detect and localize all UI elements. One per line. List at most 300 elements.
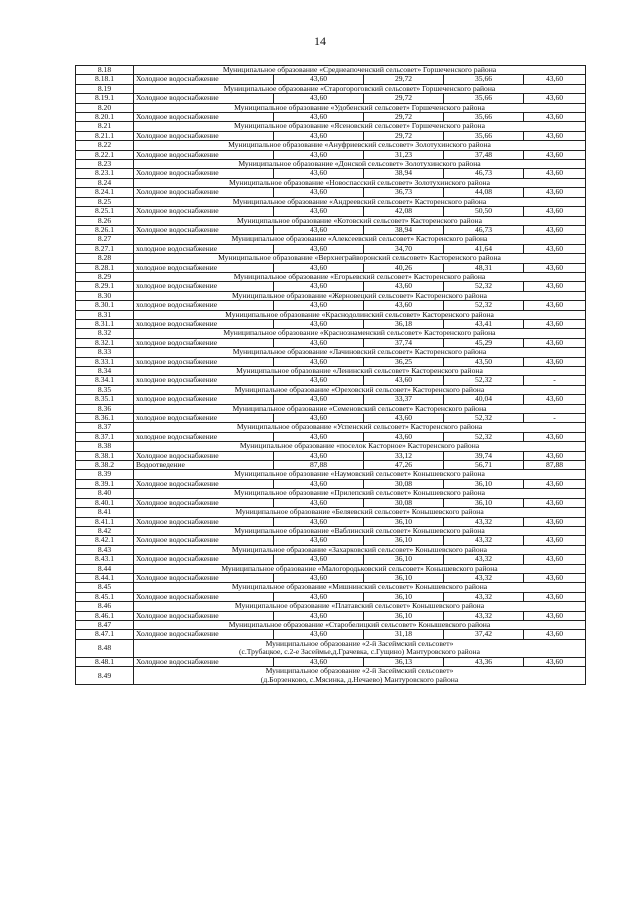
tariff-value-3: 43,32 <box>444 536 524 545</box>
municipality-title: Муниципальное образование «поселок Касторное» Касторенского района <box>134 442 586 451</box>
tariff-value-1: 43,60 <box>274 301 364 310</box>
row-number: 8.43 <box>76 545 134 554</box>
row-number: 8.24.1 <box>76 188 134 197</box>
tariff-value-4: 43,60 <box>524 188 586 197</box>
municipality-title-line2: (с.Трубацкое, с.2-е Засеймье,д.Грачевка, с.Гущино) Мантуровского района <box>239 647 480 657</box>
tariff-value-4: 87,88 <box>524 461 586 470</box>
tariff-row <box>76 301 586 310</box>
tariff-value-1: 43,60 <box>274 75 364 84</box>
section-header-row <box>76 329 586 338</box>
tariff-table <box>75 65 586 685</box>
tariff-value-1: 43,60 <box>274 188 364 197</box>
municipality-title: Муниципальное образование «Донской сельсовет» Золотухинского района <box>134 160 586 169</box>
row-number: 8.26.1 <box>76 225 134 234</box>
tariff-value-2: 36,73 <box>364 188 444 197</box>
row-number: 8.31.1 <box>76 319 134 328</box>
section-header-row <box>76 667 586 685</box>
tariff-value-3: 41,64 <box>444 244 524 253</box>
tariff-value-4: 43,60 <box>524 282 586 291</box>
tariff-value-4: 43,60 <box>524 244 586 253</box>
tariff-value-4: 43,60 <box>524 301 586 310</box>
municipality-title: Муниципальное образование «Среднеапоченский сельсовет» Горшеченского района <box>134 66 586 75</box>
tariff-value-1: 43,60 <box>274 611 364 620</box>
tariff-value-4: 43,60 <box>524 338 586 347</box>
tariff-value-2: 29,72 <box>364 75 444 84</box>
row-number: 8.39 <box>76 470 134 479</box>
service-name: Холодное водоснабжение <box>134 657 274 666</box>
row-number: 8.19.1 <box>76 94 134 103</box>
tariff-row <box>76 611 586 620</box>
row-number: 8.24 <box>76 178 134 187</box>
service-name: Холодное водоснабжение <box>134 630 274 639</box>
service-name: холодное водоснабжение <box>134 376 274 385</box>
row-number: 8.32 <box>76 329 134 338</box>
row-number: 8.42.1 <box>76 536 134 545</box>
tariff-value-3: 43,32 <box>444 573 524 582</box>
tariff-value-3: 35,66 <box>444 94 524 103</box>
service-name: холодное водоснабжение <box>134 263 274 272</box>
row-number: 8.28.1 <box>76 263 134 272</box>
tariff-value-1: 43,60 <box>274 282 364 291</box>
tariff-value-2: 34,70 <box>364 244 444 253</box>
tariff-row <box>76 414 586 423</box>
tariff-value-3: 56,71 <box>444 461 524 470</box>
tariff-value-2: 43,60 <box>364 376 444 385</box>
tariff-value-4: 43,60 <box>524 319 586 328</box>
row-number: 8.20 <box>76 103 134 112</box>
row-number: 8.47.1 <box>76 630 134 639</box>
tariff-value-3: 36,10 <box>444 479 524 488</box>
row-number: 8.44.1 <box>76 573 134 582</box>
municipality-title: Муниципальное образование «Жерновецкий сельсовет» Касторенского района <box>134 291 586 300</box>
tariff-value-3: 43,50 <box>444 357 524 366</box>
tariff-value-1: 43,60 <box>274 150 364 159</box>
tariff-value-4: 43,60 <box>524 75 586 84</box>
tariff-value-3: 46,73 <box>444 225 524 234</box>
tariff-value-1: 43,60 <box>274 131 364 140</box>
section-header-row <box>76 103 586 112</box>
row-number: 8.27.1 <box>76 244 134 253</box>
tariff-value-1: 43,60 <box>274 555 364 564</box>
tariff-row <box>76 150 586 159</box>
row-number: 8.35.1 <box>76 395 134 404</box>
tariff-value-1: 43,60 <box>274 414 364 423</box>
tariff-value-2: 36,10 <box>364 611 444 620</box>
section-header-row <box>76 508 586 517</box>
section-header-row <box>76 545 586 554</box>
section-header-row <box>76 160 586 169</box>
tariff-value-2: 33,37 <box>364 395 444 404</box>
service-name: Холодное водоснабжение <box>134 169 274 178</box>
row-number: 8.36 <box>76 404 134 413</box>
municipality-title: Муниципальное образование «Новоспасский сельсовет» Золотухинского района <box>134 178 586 187</box>
service-name: холодное водоснабжение <box>134 395 274 404</box>
service-name: Холодное водоснабжение <box>134 573 274 582</box>
tariff-value-1: 43,60 <box>274 169 364 178</box>
tariff-value-4: 43,60 <box>524 357 586 366</box>
tariff-value-3: 37,48 <box>444 150 524 159</box>
tariff-value-4: 43,60 <box>524 573 586 582</box>
tariff-row <box>76 451 586 460</box>
tariff-value-4: 43,60 <box>524 225 586 234</box>
row-number: 8.44 <box>76 564 134 573</box>
row-number: 8.29 <box>76 272 134 281</box>
tariff-value-1: 43,60 <box>274 357 364 366</box>
tariff-row <box>76 376 586 385</box>
tariff-value-2: 30,08 <box>364 479 444 488</box>
tariff-value-4: - <box>524 376 586 385</box>
section-header-row <box>76 197 586 206</box>
municipality-title: Муниципальное образование «Беляевский сельсовет» Конышевского района <box>134 508 586 517</box>
tariff-value-1: 43,60 <box>274 536 364 545</box>
section-header-row <box>76 602 586 611</box>
section-header-row <box>76 385 586 394</box>
row-number: 8.22 <box>76 141 134 150</box>
tariff-value-4: 43,60 <box>524 150 586 159</box>
municipality-title: Муниципальное образование «Верхнеграйворонский сельсовет» Касторенского района <box>134 254 586 263</box>
tariff-value-4: 43,60 <box>524 657 586 666</box>
row-number: 8.43.1 <box>76 555 134 564</box>
row-number: 8.21.1 <box>76 131 134 140</box>
tariff-value-3: 43,32 <box>444 592 524 601</box>
tariff-value-4: 43,60 <box>524 592 586 601</box>
tariff-row <box>76 188 586 197</box>
row-number: 8.29.1 <box>76 282 134 291</box>
service-name: Холодное водоснабжение <box>134 451 274 460</box>
tariff-value-2: 42,08 <box>364 207 444 216</box>
municipality-title: Муниципальное образование «Платавский сельсовет» Конышевского района <box>134 602 586 611</box>
row-number: 8.49 <box>76 667 134 685</box>
section-header-row <box>76 84 586 93</box>
tariff-value-3: 36,10 <box>444 498 524 507</box>
tariff-value-1: 43,60 <box>274 395 364 404</box>
municipality-title-line2: (д.Борзенково, с.Мясинка, д.Нечаево) Мантуровского района <box>260 674 459 684</box>
section-header-row <box>76 423 586 432</box>
row-number: 8.48 <box>76 639 134 657</box>
service-name: Холодное водоснабжение <box>134 113 274 122</box>
tariff-value-2: 29,72 <box>364 131 444 140</box>
tariff-value-1: 43,60 <box>274 573 364 582</box>
tariff-value-3: 43,36 <box>444 657 524 666</box>
service-name: Холодное водоснабжение <box>134 555 274 564</box>
tariff-value-3: 52,32 <box>444 376 524 385</box>
tariff-value-4: 43,60 <box>524 263 586 272</box>
row-number: 8.25 <box>76 197 134 206</box>
municipality-title: Муниципальное образование «Удобенский сельсовет» Горшеченского района <box>134 103 586 112</box>
row-number: 8.46.1 <box>76 611 134 620</box>
tariff-row <box>76 461 586 470</box>
tariff-value-2: 36,25 <box>364 357 444 366</box>
row-number: 8.32.1 <box>76 338 134 347</box>
service-name: Холодное водоснабжение <box>134 150 274 159</box>
tariff-value-1: 43,60 <box>274 592 364 601</box>
tariff-value-2: 37,74 <box>364 338 444 347</box>
municipality-title: Муниципальное образование «Ореховский сельсовет» Касторенского района <box>134 385 586 394</box>
section-header-row <box>76 526 586 535</box>
tariff-value-4: 43,60 <box>524 451 586 460</box>
row-number: 8.37 <box>76 423 134 432</box>
row-number: 8.47 <box>76 620 134 629</box>
tariff-row <box>76 357 586 366</box>
tariff-value-1: 43,60 <box>274 451 364 460</box>
tariff-value-3: 35,66 <box>444 113 524 122</box>
tariff-row <box>76 131 586 140</box>
section-header-row <box>76 367 586 376</box>
service-name: Холодное водоснабжение <box>134 94 274 103</box>
section-header-row <box>76 348 586 357</box>
tariff-value-3: 40,04 <box>444 395 524 404</box>
tariff-value-4: 43,60 <box>524 395 586 404</box>
tariff-row <box>76 263 586 272</box>
municipality-title: Муниципальное образование «Прилепский сельсовет» Конышевского района <box>134 489 586 498</box>
service-name: Водоотведение <box>134 461 274 470</box>
tariff-value-2: 36,10 <box>364 555 444 564</box>
tariff-value-4: 43,60 <box>524 169 586 178</box>
tariff-value-3: 37,42 <box>444 630 524 639</box>
tariff-value-3: 46,73 <box>444 169 524 178</box>
tariff-row <box>76 338 586 347</box>
row-number: 8.45 <box>76 583 134 592</box>
municipality-title: Муниципальное образование «Егорьевский сельсовет» Касторенского района <box>134 272 586 281</box>
section-header-row <box>76 235 586 244</box>
tariff-row <box>76 113 586 122</box>
section-header-row <box>76 310 586 319</box>
municipality-title-line1: Муниципальное образование «2-й Засеймский сельсовет» <box>265 666 454 676</box>
tariff-value-1: 43,60 <box>274 432 364 441</box>
municipality-title <box>134 639 586 657</box>
tariff-row <box>76 169 586 178</box>
row-number: 8.33 <box>76 348 134 357</box>
row-number: 8.23.1 <box>76 169 134 178</box>
tariff-value-3: 52,32 <box>444 301 524 310</box>
row-number: 8.31 <box>76 310 134 319</box>
section-header-row <box>76 620 586 629</box>
municipality-title: Муниципальное образование «Краснодолинский сельсовет» Касторенского района <box>134 310 586 319</box>
service-name: Холодное водоснабжение <box>134 188 274 197</box>
row-number: 8.39.1 <box>76 479 134 488</box>
tariff-value-3: 44,08 <box>444 188 524 197</box>
page-number: 14 <box>314 34 326 48</box>
row-number: 8.38.1 <box>76 451 134 460</box>
row-number: 8.21 <box>76 122 134 131</box>
tariff-value-1: 43,60 <box>274 517 364 526</box>
tariff-value-1: 43,60 <box>274 498 364 507</box>
service-name: холодное водоснабжение <box>134 282 274 291</box>
section-header-row <box>76 470 586 479</box>
service-name: холодное водоснабжение <box>134 357 274 366</box>
municipality-title: Муниципальное образование «Старогороговский сельсовет» Горшеченского района <box>134 84 586 93</box>
municipality-title: Муниципальное образование «Мишнинский сельсовет» Конышевского района <box>134 583 586 592</box>
tariff-value-1: 43,60 <box>274 338 364 347</box>
municipality-title: Муниципальное образование «Алексеевский сельсовет» Касторенского района <box>134 235 586 244</box>
tariff-value-1: 43,60 <box>274 263 364 272</box>
municipality-title: Муниципальное образование «Ануфриевский сельсовет» Золотухинского района <box>134 141 586 150</box>
tariff-value-2: 43,60 <box>364 301 444 310</box>
tariff-value-2: 43,60 <box>364 282 444 291</box>
tariff-row <box>76 244 586 253</box>
row-number: 8.37.1 <box>76 432 134 441</box>
row-number: 8.33.1 <box>76 357 134 366</box>
municipality-title: Муниципальное образование «Ленинский сельсовет» Касторенского района <box>134 367 586 376</box>
section-header-row <box>76 564 586 573</box>
tariff-value-2: 29,72 <box>364 94 444 103</box>
tariff-value-1: 43,60 <box>274 244 364 253</box>
municipality-title <box>134 667 586 685</box>
service-name: Холодное водоснабжение <box>134 517 274 526</box>
tariff-row <box>76 319 586 328</box>
row-number: 8.38.2 <box>76 461 134 470</box>
municipality-title: Муниципальное образование «Малогородьковский сельсовет» Конышевского района <box>134 564 586 573</box>
tariff-table-body <box>76 66 586 685</box>
municipality-title: Муниципальное образование «Лачиновский сельсовет» Касторенского района <box>134 348 586 357</box>
row-number: 8.36.1 <box>76 414 134 423</box>
tariff-value-2: 36,10 <box>364 517 444 526</box>
tariff-value-4: 43,60 <box>524 555 586 564</box>
tariff-value-3: 50,50 <box>444 207 524 216</box>
tariff-value-1: 43,60 <box>274 319 364 328</box>
tariff-value-2: 31,23 <box>364 150 444 159</box>
section-header-row <box>76 122 586 131</box>
row-number: 8.30 <box>76 291 134 300</box>
tariff-row <box>76 282 586 291</box>
tariff-value-3: 52,32 <box>444 282 524 291</box>
tariff-value-1: 43,60 <box>274 225 364 234</box>
section-header-row <box>76 141 586 150</box>
municipality-title: Муниципальное образование «Ясеновский сельсовет» Горшеченского района <box>134 122 586 131</box>
section-header-row <box>76 272 586 281</box>
row-number: 8.42 <box>76 526 134 535</box>
tariff-value-2: 36,13 <box>364 657 444 666</box>
municipality-title: Муниципальное образование «Котовский сельсовет» Касторенского района <box>134 216 586 225</box>
tariff-row <box>76 94 586 103</box>
tariff-value-3: 43,32 <box>444 555 524 564</box>
municipality-title: Муниципальное образование «Наумовский сельсовет» Конышевского района <box>134 470 586 479</box>
tariff-value-2: 47,26 <box>364 461 444 470</box>
tariff-row <box>76 207 586 216</box>
section-header-row <box>76 178 586 187</box>
row-number: 8.38 <box>76 442 134 451</box>
tariff-value-4: 43,60 <box>524 131 586 140</box>
tariff-row <box>76 225 586 234</box>
municipality-title-line1: Муниципальное образование «2-й Засеймский сельсовет» <box>265 639 454 649</box>
row-number: 8.19 <box>76 84 134 93</box>
row-number: 8.23 <box>76 160 134 169</box>
tariff-value-1: 43,60 <box>274 113 364 122</box>
service-name: Холодное водоснабжение <box>134 498 274 507</box>
service-name: холодное водоснабжение <box>134 319 274 328</box>
tariff-value-1: 43,60 <box>274 207 364 216</box>
service-name: Холодное водоснабжение <box>134 479 274 488</box>
service-name: холодное водоснабжение <box>134 301 274 310</box>
tariff-value-3: 35,66 <box>444 75 524 84</box>
tariff-value-4: 43,60 <box>524 630 586 639</box>
municipality-title: Муниципальное образование «Захарковский сельсовет» Конышевского района <box>134 545 586 554</box>
tariff-value-1: 43,60 <box>274 94 364 103</box>
tariff-row <box>76 517 586 526</box>
tariff-value-2: 31,18 <box>364 630 444 639</box>
service-name: Холодное водоснабжение <box>134 131 274 140</box>
municipality-title: Муниципальное образование «Андреевский сельсовет» Касторенского района <box>134 197 586 206</box>
tariff-value-2: 36,10 <box>364 536 444 545</box>
municipality-title: Муниципальное образование «Семеновский сельсовет» Касторенского района <box>134 404 586 413</box>
tariff-row <box>76 498 586 507</box>
tariff-value-1: 43,60 <box>274 479 364 488</box>
tariff-value-2: 43,60 <box>364 432 444 441</box>
service-name: Холодное водоснабжение <box>134 536 274 545</box>
tariff-value-1: 87,88 <box>274 461 364 470</box>
row-number: 8.22.1 <box>76 150 134 159</box>
section-header-row <box>76 404 586 413</box>
tariff-value-2: 38,94 <box>364 169 444 178</box>
row-number: 8.18 <box>76 66 134 75</box>
tariff-value-2: 36,10 <box>364 573 444 582</box>
service-name: Холодное водоснабжение <box>134 225 274 234</box>
service-name: Холодное водоснабжение <box>134 611 274 620</box>
service-name: холодное водоснабжение <box>134 244 274 253</box>
row-number: 8.27 <box>76 235 134 244</box>
tariff-value-4: 43,60 <box>524 517 586 526</box>
tariff-value-4: 43,60 <box>524 113 586 122</box>
tariff-value-2: 38,94 <box>364 225 444 234</box>
tariff-value-3: 45,29 <box>444 338 524 347</box>
tariff-value-1: 43,60 <box>274 657 364 666</box>
tariff-value-3: 43,41 <box>444 319 524 328</box>
tariff-row <box>76 573 586 582</box>
section-header-row <box>76 254 586 263</box>
service-name: Холодное водоснабжение <box>134 207 274 216</box>
tariff-value-3: 43,32 <box>444 517 524 526</box>
section-header-row <box>76 291 586 300</box>
row-number: 8.25.1 <box>76 207 134 216</box>
row-number: 8.45.1 <box>76 592 134 601</box>
row-number: 8.20.1 <box>76 113 134 122</box>
tariff-value-3: 52,32 <box>444 414 524 423</box>
tariff-value-2: 36,18 <box>364 319 444 328</box>
tariff-value-4: 43,60 <box>524 432 586 441</box>
municipality-title: Муниципальное образование «Краснознаменский сельсовет» Касторенского района <box>134 329 586 338</box>
row-number: 8.18.1 <box>76 75 134 84</box>
tariff-value-4: 43,60 <box>524 94 586 103</box>
tariff-value-4: - <box>524 414 586 423</box>
service-name: Холодное водоснабжение <box>134 75 274 84</box>
tariff-row <box>76 432 586 441</box>
tariff-value-3: 35,66 <box>444 131 524 140</box>
tariff-value-4: 43,60 <box>524 611 586 620</box>
row-number: 8.35 <box>76 385 134 394</box>
tariff-value-3: 43,32 <box>444 611 524 620</box>
tariff-row <box>76 395 586 404</box>
tariff-value-2: 43,60 <box>364 414 444 423</box>
row-number: 8.40.1 <box>76 498 134 507</box>
service-name: холодное водоснабжение <box>134 338 274 347</box>
row-number: 8.34 <box>76 367 134 376</box>
row-number: 8.30.1 <box>76 301 134 310</box>
tariff-row <box>76 479 586 488</box>
tariff-value-3: 39,74 <box>444 451 524 460</box>
section-header-row <box>76 216 586 225</box>
tariff-row <box>76 592 586 601</box>
tariff-value-2: 29,72 <box>364 113 444 122</box>
section-header-row <box>76 489 586 498</box>
tariff-value-4: 43,60 <box>524 498 586 507</box>
section-header-row <box>76 583 586 592</box>
municipality-title: Муниципальное образование «Старобелицкий сельсовет» Конышевского района <box>134 620 586 629</box>
tariff-value-4: 43,60 <box>524 536 586 545</box>
tariff-value-4: 43,60 <box>524 207 586 216</box>
tariff-value-2: 36,10 <box>364 592 444 601</box>
service-name: Холодное водоснабжение <box>134 592 274 601</box>
tariff-value-2: 30,08 <box>364 498 444 507</box>
